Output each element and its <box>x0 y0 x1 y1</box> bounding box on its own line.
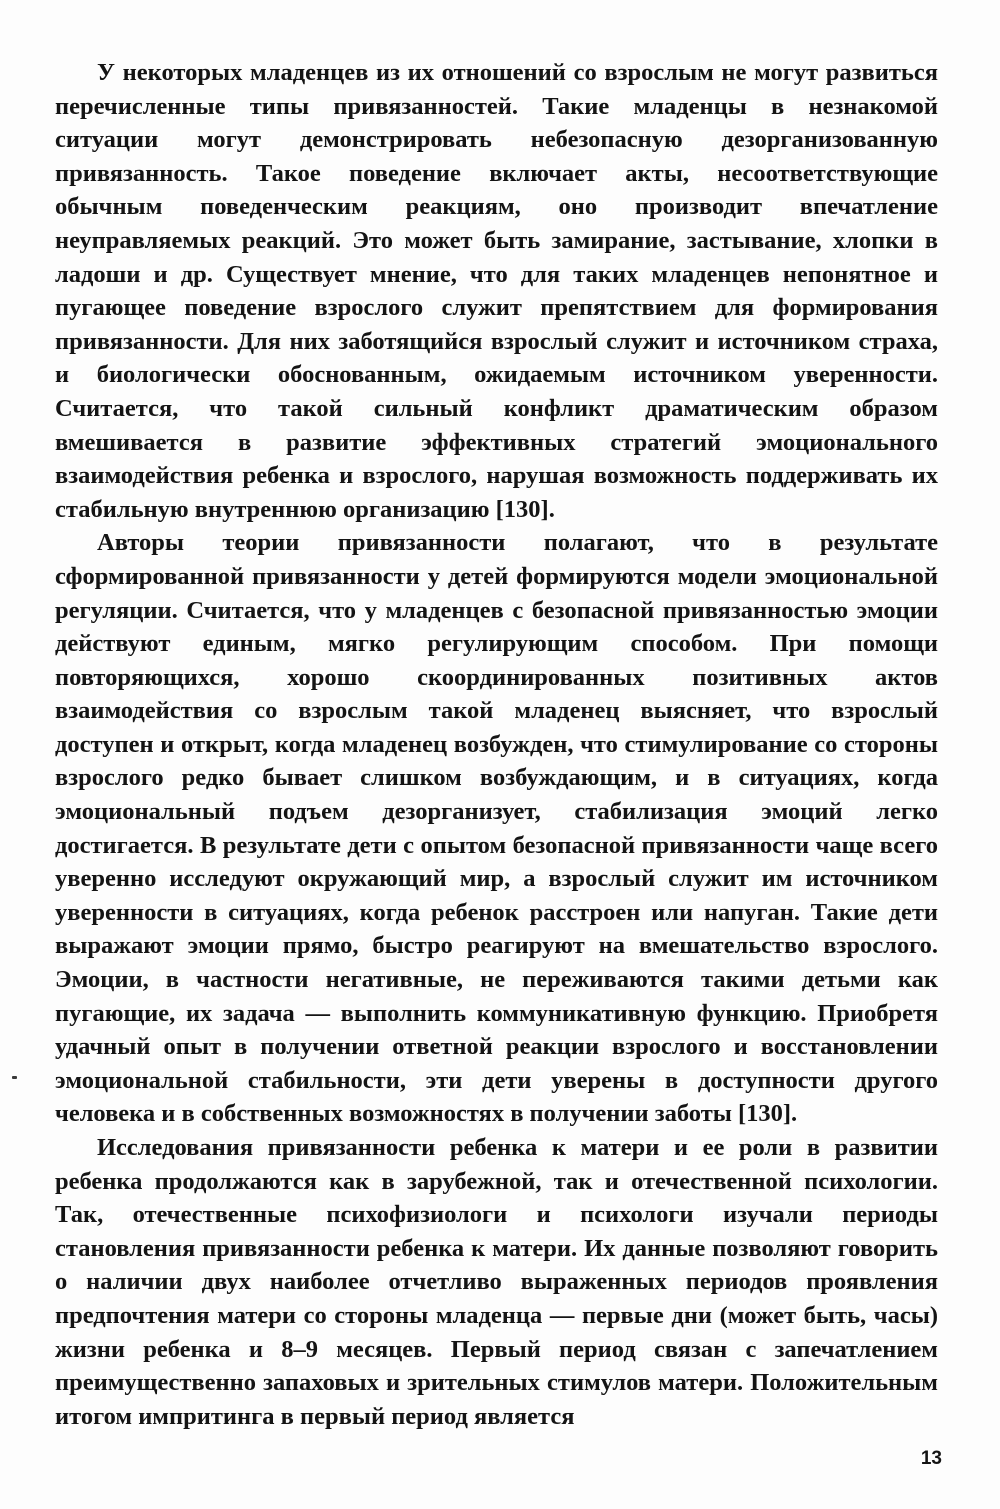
body-text <box>55 56 938 1433</box>
margin-mark <box>12 1076 17 1079</box>
paragraph-2: Авторы теории привязанности полагают, что в результате сформированной привязанности у детей формируются модели эмоциональной регуляции. Считается, что у младенцев с безопасной привязанностью эмоции действуют единым, мягко регулирующим способом. При помощи повторяющихся, хорошо скоординированных позитивных актов взаимодействия со взрослым такой младенец выясняет, что взрослый доступен и открыт, когда младенец возбужден, что стимулирование со стороны взрослого редко бывает слишком возбуждающим, и в ситуациях, когда эмоциональный подъем дезорганизует, стабилизация эмоций легко достигается. В результате дети с опытом безопасной привязанности чаще всего уверенно исследуют окружающий мир, а взрослый служит им источником уверенности в ситуациях, когда ребенок расстроен или напуган. Такие дети выражают эмоции прямо, быстро реагируют на вмешательство взрослого. Эмоции, в частности негативные, не переживаются такими детьми как пугающие, их задача — выполнить коммуникативную функцию. Приобретя удачный опыт в получении ответной реакции взрослого и восстановлении эмоциональной стабильности, эти дети уверены в доступности другого человека и в собственных возможностях в получении заботы [130]. <box>55 529 938 1128</box>
paragraph-1: У некоторых младенцев из их отношений со взрослым не могут развиться перечисленные типы привязанностей. Такие младенцы в незнакомой ситуации могут демонстрировать небезопасную дезорганизованную привязанность. Такое поведение включает акты, несоответствующие обычным поведенческим реакциям, оно производит впечатление неуправляемых реакций. Это может быть замирание, застывание, хлопки в ладоши и др. Существует мнение, что для таких младенцев непонятное и пугающее поведение взрослого служит препятствием для формирования привязанности. Для них заботящийся взрослый служит и источником страха, и биологически обоснованным, ожидаемым источником уверенности. Считается, что такой сильный конфликт драматическим образом вмешивается в развитие эффективных стратегий эмоционального взаимодействия ребенка и взрослого, нарушая возможность поддерживать их стабильную внутреннюю организацию [130]. <box>55 59 938 523</box>
paragraph-3: Исследования привязанности ребенка к матери и ее роли в развитии ребенка продолжаются как в зарубежной, так и отечественной психологии. Так, отечественные психофизиологи и психологи изучали периоды становления привязанности ребенка к матери. Их данные позволяют говорить о наличии двух наиболее отчетливо выраженных периодов проявления предпочтения матери со стороны младенца — первые дни (может быть, часы) жизни ребенка и 8–9 месяцев. Первый период связан с запечатлением преимущественно запаховых и зрительных стимулов матери. Положительным итогом импритинга в первый период является <box>55 1134 938 1430</box>
page-number: 13 <box>920 1448 942 1469</box>
